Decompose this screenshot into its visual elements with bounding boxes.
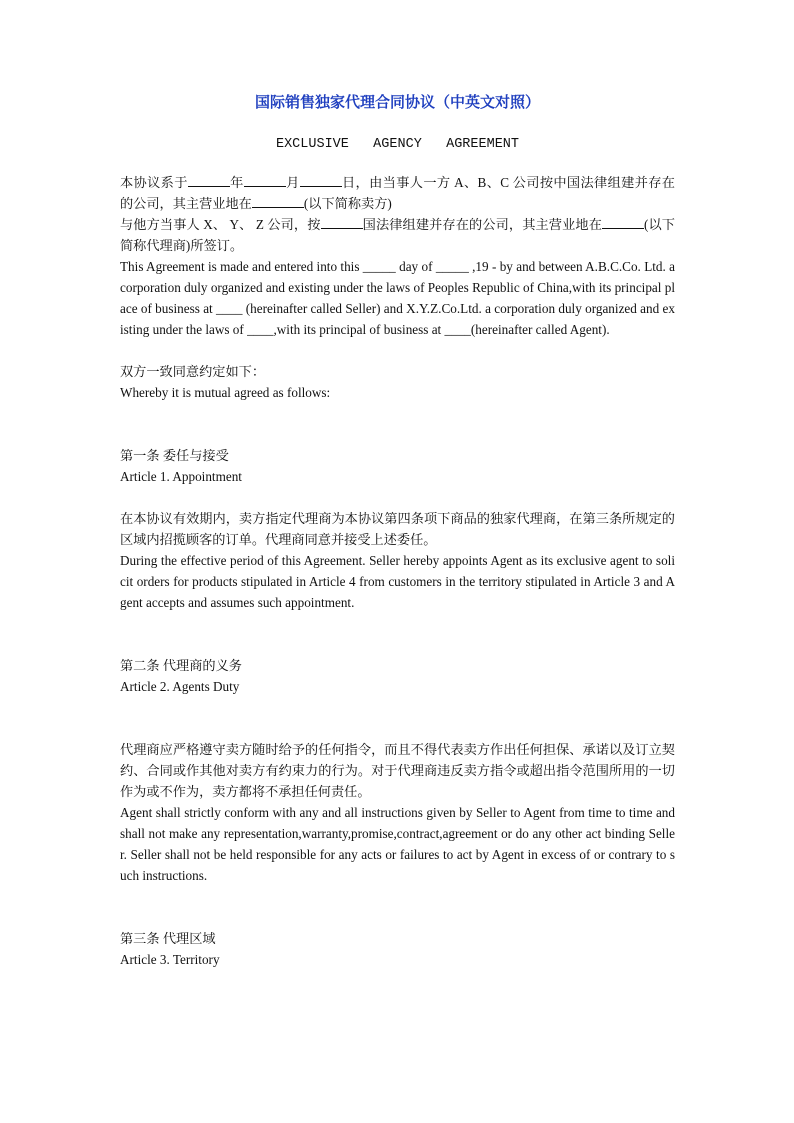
article-3-heading-chinese: 第三条 代理区域 (120, 931, 216, 946)
blank-country-field (321, 214, 363, 229)
intro-chinese-line-2 (120, 214, 675, 256)
article-2-heading-english: Article 2. Agents Duty (120, 679, 240, 694)
article-1-heading-english: Article 1. Appointment (120, 469, 242, 484)
intro-cn-text: (以下简称代理商)所签订。 (120, 217, 675, 253)
article-1-body-english: During the effective period of this Agreement. Seller hereby appoints Agent as its exclusive agent to solicit orders for products stipulated in Article 4 from customers in the territory stipulated in Article 3 and Agent accepts and assumes such appointment. (120, 553, 675, 610)
document-page (120, 92, 675, 970)
intro-english: This Agreement is made and entered into this _____ day of _____ ,19 - by and between A.B.C.Co. Ltd. a corporation duly organized and existing under the laws of Peoples Republic of China,with its principal place of business at ____ (hereinafter called Seller) and X.Y.Z.Co.Ltd. a corporation duly organized and existing under the laws of ____,with its principal of business at ____(hereinafter called Agent). (120, 259, 675, 337)
spacer (120, 613, 675, 655)
intro-cn-text: 国法律组建并存在的公司，其主营业地在 (362, 217, 602, 232)
intro-cn-text: 月 (285, 175, 300, 190)
spacer (120, 886, 675, 928)
agreement-chinese: 双方一致同意约定如下： (120, 364, 266, 379)
agreement-english: Whereby it is mutual agreed as follows: (120, 385, 331, 400)
blank-seller-address-field (252, 193, 304, 208)
blank-agent-address-field (602, 214, 644, 229)
spacer (120, 340, 675, 361)
spacer (120, 403, 675, 445)
article-1-heading-chinese: 第一条 委任与接受 (120, 448, 229, 463)
intro-cn-text: (以下简称卖方) (303, 196, 392, 211)
spacer (120, 697, 675, 739)
intro-cn-text: 年 (229, 175, 244, 190)
intro-cn-text: 日，由当事人一方 A、B、C 公司按中国法律组建并存在的公司，其主营业地在 (120, 175, 675, 211)
article-1-body-chinese: 在本协议有效期内，卖方指定代理商为本协议第四条项下商品的独家代理商，在第三条所规定的区域内招揽顾客的订单。代理商同意并接受上述委任。 (120, 511, 675, 547)
blank-month-field (244, 172, 286, 187)
spacer (120, 487, 675, 508)
blank-day-field (300, 172, 342, 187)
document-title-english: EXCLUSIVE AGENCY AGREEMENT (275, 137, 520, 152)
intro-cn-text: 本协议系于 (120, 175, 188, 190)
article-2-body-chinese: 代理商应严格遵守卖方随时给予的任何指令，而且不得代表卖方作出任何担保、承诺以及订立契约、合同或作其他对卖方有约束力的行为。对于代理商违反卖方指令或超出指令范围所用的一切作为或不作为，卖方都将不承担任何责任。 (120, 742, 675, 799)
intro-cn-text: 与他方当事人 X、 Y、 Z 公司，按 (120, 217, 321, 232)
intro-chinese-line-1 (120, 172, 675, 214)
article-2-body-english: Agent shall strictly conform with any and all instructions given by Seller to Agent from time to time and shall not make any representation,warranty,promise,contract,agreement or do any other act binding Seller. Seller shall not be held responsible for any acts or failures to act by Agent in excess of or contrary to such instructions. (120, 805, 675, 883)
article-2-heading-chinese: 第二条 代理商的义务 (120, 658, 242, 673)
blank-year-field (188, 172, 230, 187)
document-title-chinese: 国际销售独家代理合同协议（中英文对照） (254, 95, 540, 111)
article-3-heading-english: Article 3. Territory (120, 952, 220, 967)
